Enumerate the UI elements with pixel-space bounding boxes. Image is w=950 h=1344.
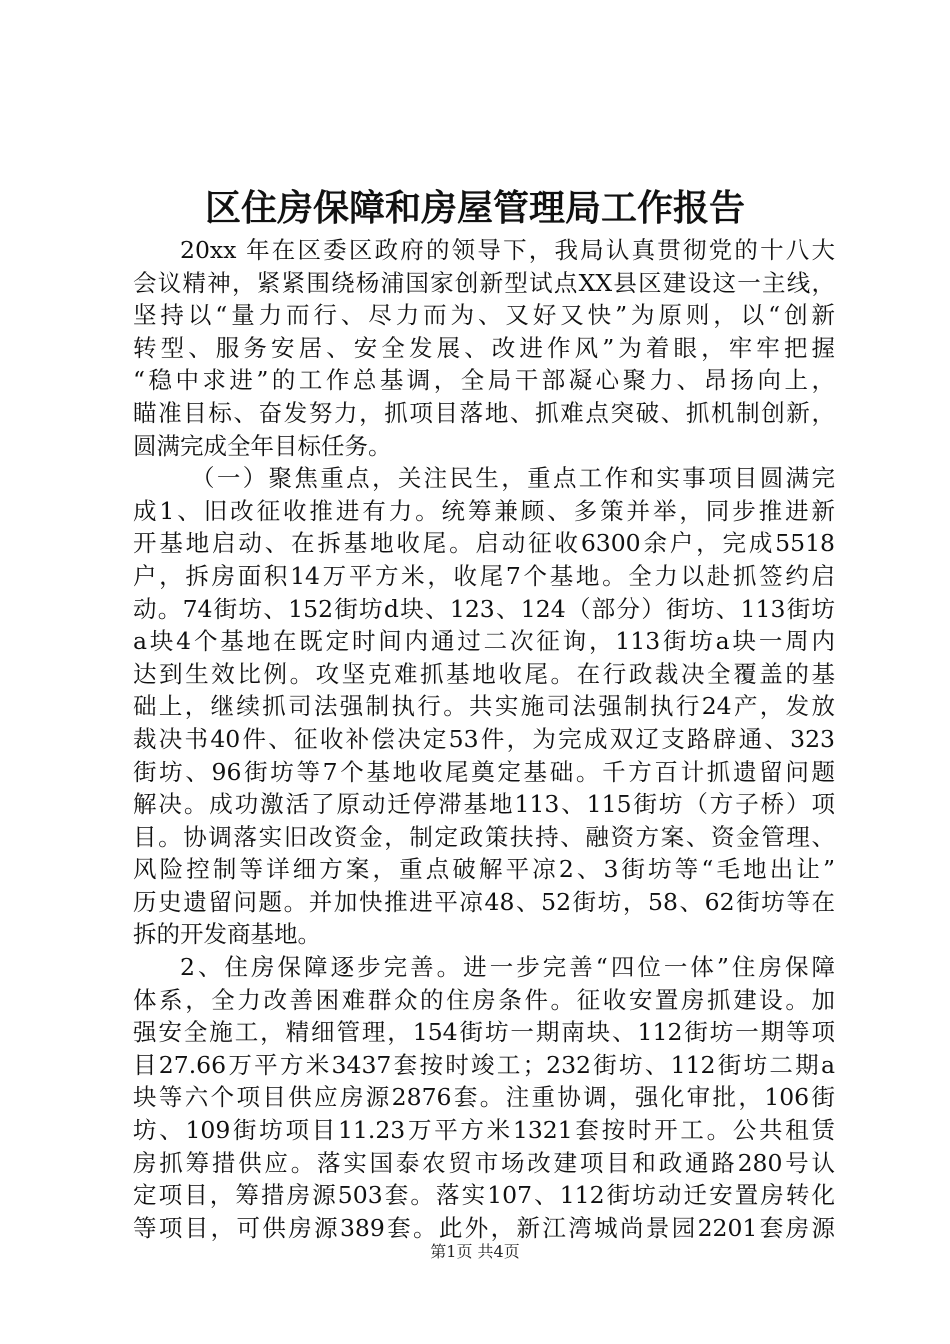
paragraph-2-line-10: 街坊、96街坊等7个基地收尾奠定基础。千方百计抓遗留问题 bbox=[133, 757, 835, 786]
paragraph-1-line-5: “稳中求进”的工作总基调，全局干部凝心聚力、昂扬向上， bbox=[133, 366, 835, 395]
page-number-footer: 第1页 共4页 bbox=[430, 1242, 520, 1261]
document-title: 区住房保障和房屋管理局工作报告 bbox=[204, 188, 745, 229]
paragraph-2-line-11: 解决。成功激活了原动迁停滞基地113、115街坊（方子桥）项 bbox=[133, 790, 835, 819]
paragraph-3-line-6: 坊、109街坊项目11.23万平方米1321套按时开工。公共租赁 bbox=[133, 1116, 835, 1145]
paragraph-1-line-4: 转型、服务安居、安全发展、改进作风”为着眼，牢牢把握 bbox=[133, 333, 835, 362]
paragraph-2-line-4: 户，拆房面积14万平方米，收尾7个基地。全力以赴抓签约启 bbox=[133, 561, 835, 590]
paragraph-1-line-6: 瞄准目标、奋发努力，抓项目落地、抓难点突破、抓机制创新， bbox=[133, 398, 835, 427]
paragraph-3-line-9: 等项目，可供房源389套。此外，新江湾城尚景园2201套房源 bbox=[133, 1213, 835, 1242]
document-body bbox=[133, 234, 835, 1244]
paragraph-2-line-2: 成1、旧改征收推进有力。统筹兼顾、多策并举，同步推进新 bbox=[133, 496, 835, 525]
paragraph-3-line-7: 房抓筹措供应。落实国泰农贸市场改建项目和政通路280号认 bbox=[133, 1148, 835, 1177]
paragraph-2-line-13: 风险控制等详细方案，重点破解平凉2、3街坊等“毛地出让” bbox=[133, 855, 835, 884]
paragraph-2-line-8: 础上，继续抓司法强制执行。共实施司法强制执行24产，发放 bbox=[133, 692, 835, 721]
paragraph-3-line-4: 目27.66万平方米3437套按时竣工；232街坊、112街坊二期a bbox=[133, 1050, 835, 1079]
paragraph-2-line-3: 开基地启动、在拆基地收尾。启动征收6300余户，完成5518 bbox=[133, 529, 835, 558]
paragraph-2-line-7: 达到生效比例。攻坚克难抓基地收尾。在行政裁决全覆盖的基 bbox=[133, 659, 835, 688]
paragraph-3-line-3: 强安全施工，精细管理，154街坊一期南块、112街坊一期等项 bbox=[133, 1018, 835, 1047]
paragraph-1-line-7: 圆满完成全年目标任务。 bbox=[133, 431, 392, 460]
paragraph-3-line-2: 体系，全力改善困难群众的住房条件。征收安置房抓建设。加 bbox=[133, 985, 835, 1014]
paragraph-2-line-5: 动。74街坊、152街坊d块、123、124（部分）街坊、113街坊 bbox=[133, 594, 835, 623]
paragraph-2-line-14: 历史遗留问题。并加快推进平凉48、52街坊，58、62街坊等在 bbox=[133, 887, 835, 916]
paragraph-3-line-5: 块等六个项目供应房源2876套。注重协调，强化审批，106街 bbox=[133, 1083, 835, 1112]
paragraph-1-line-1: 20xx 年在区委区政府的领导下，我局认真贯彻党的十八大 bbox=[180, 236, 835, 264]
paragraph-1-line-3: 坚持以“量力而行、尽力而为、又好又快”为原则，以“创新 bbox=[133, 301, 835, 330]
paragraph-2-line-12: 目。协调落实旧改资金，制定政策扶持、融资方案、资金管理、 bbox=[133, 822, 835, 851]
paragraph-2-line-1: （一）聚焦重点，关注民生，重点工作和实事项目圆满完 bbox=[191, 464, 835, 493]
paragraph-3-line-1: 2、住房保障逐步完善。进一步完善“四位一体”住房保障 bbox=[180, 953, 835, 982]
paragraph-2-line-15: 拆的开发商基地。 bbox=[133, 920, 321, 949]
paragraph-3-line-8: 定项目，筹措房源503套。落实107、112街坊动迁安置房转化 bbox=[133, 1181, 835, 1210]
paragraph-2-line-9: 裁决书40件、征收补偿决定53件，为完成双辽支路辟通、323 bbox=[133, 724, 835, 753]
paragraph-2-line-6: a块4个基地在既定时间内通过二次征询，113街坊a块一周内 bbox=[133, 627, 835, 656]
paragraph-1-line-2: 会议精神，紧紧围绕杨浦国家创新型试点XX县区建设这一主线， bbox=[133, 268, 835, 297]
